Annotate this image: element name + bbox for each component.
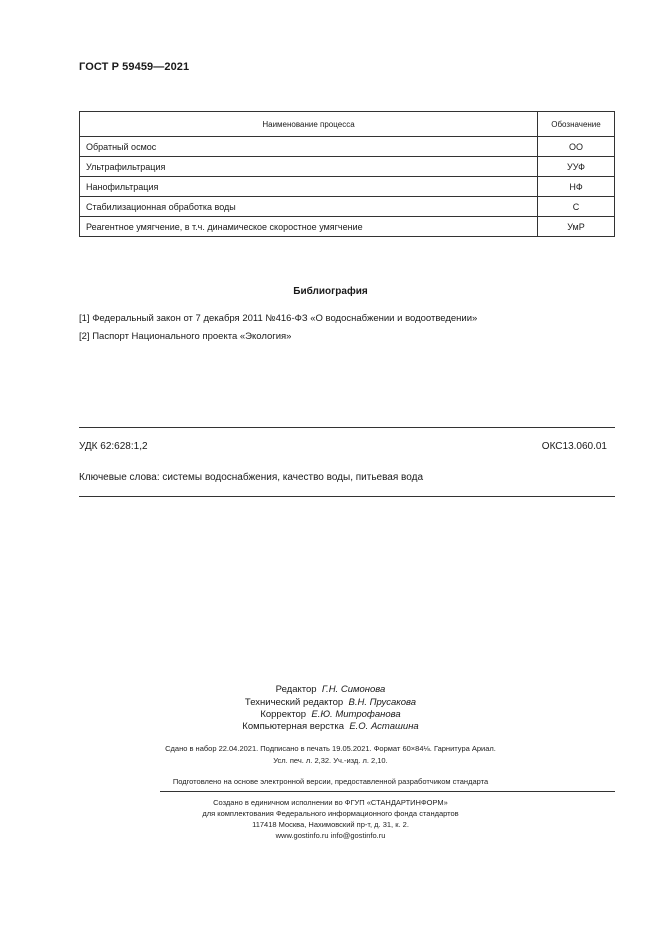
publisher-line: для комплектования Федерального информационного фонда стандартов xyxy=(202,809,459,818)
process-code: НФ xyxy=(538,177,615,197)
credit-role: Корректор xyxy=(260,709,307,720)
process-code: ОО xyxy=(538,137,615,157)
process-name: Реагентное умягчение, в т.ч. динамическое скоростное умягчение xyxy=(80,217,538,237)
process-name: Обратный осмос xyxy=(80,137,538,157)
divider xyxy=(160,791,615,792)
credit-layout xyxy=(0,721,661,732)
publisher-line: 117418 Москва, Нахимовский пр-т, д. 31, к. 2. xyxy=(252,820,409,829)
imprint-line: Усл. печ. л. 2,32. Уч.-изд. л. 2,10. xyxy=(273,756,388,765)
publisher-contacts: www.gostinfo.ru info@gostinfo.ru xyxy=(275,831,386,840)
table-row xyxy=(80,197,615,217)
column-header-code: Обозначение xyxy=(538,112,615,137)
bibliography-item: [2] Паспорт Национального проекта «Экология» xyxy=(79,331,292,342)
credit-proofreader xyxy=(0,709,661,720)
bibliography-item: [1] Федеральный закон от 7 декабря 2011 №416-ФЗ «О водоснабжении и водоотведении» xyxy=(79,313,478,324)
udk-code: УДК 62:628:1,2 xyxy=(79,441,148,452)
credit-person: Е.Ю. Митрофанова xyxy=(311,709,401,720)
process-table xyxy=(79,111,615,237)
credit-tech-editor xyxy=(0,697,661,708)
table-header-row xyxy=(80,112,615,137)
process-code: С xyxy=(538,197,615,217)
bibliography-title: Библиография xyxy=(293,286,368,297)
process-name: Стабилизационная обработка воды xyxy=(80,197,538,217)
table-row xyxy=(80,177,615,197)
credit-role: Компьютерная верстка xyxy=(242,721,345,732)
credit-role: Технический редактор xyxy=(244,697,344,708)
keywords: Ключевые слова: системы водоснабжения, качество воды, питьевая вода xyxy=(79,472,423,483)
table-row xyxy=(80,157,615,177)
process-name: Ультрафильтрация xyxy=(80,157,538,177)
table-row xyxy=(80,137,615,157)
imprint-line: Подготовлено на основе электронной версии, предоставленной разработчиком стандарта xyxy=(172,777,489,786)
divider xyxy=(79,427,615,428)
table-row xyxy=(80,217,615,237)
divider xyxy=(79,496,615,497)
publisher-line: Создано в единичном исполнении во ФГУП «СТАНДАРТИНФОРМ» xyxy=(213,798,448,807)
credit-editor xyxy=(0,684,661,695)
column-header-name: Наименование процесса xyxy=(80,112,538,137)
oks-code: ОКС13.060.01 xyxy=(541,441,607,452)
document-code: ГОСТ Р 59459—2021 xyxy=(79,61,190,73)
process-code: УмР xyxy=(538,217,615,237)
imprint-line: Сдано в набор 22.04.2021. Подписано в печать 19.05.2021. Формат 60×84⅛. Гарнитура Ариал. xyxy=(165,744,496,753)
credit-person: Е.О. Асташина xyxy=(349,721,419,732)
credit-person: В.Н. Прусакова xyxy=(348,697,417,708)
credit-role: Редактор xyxy=(275,684,317,695)
credit-person: Г.Н. Симонова xyxy=(321,684,386,695)
process-name: Нанофильтрация xyxy=(80,177,538,197)
process-code: УУФ xyxy=(538,157,615,177)
